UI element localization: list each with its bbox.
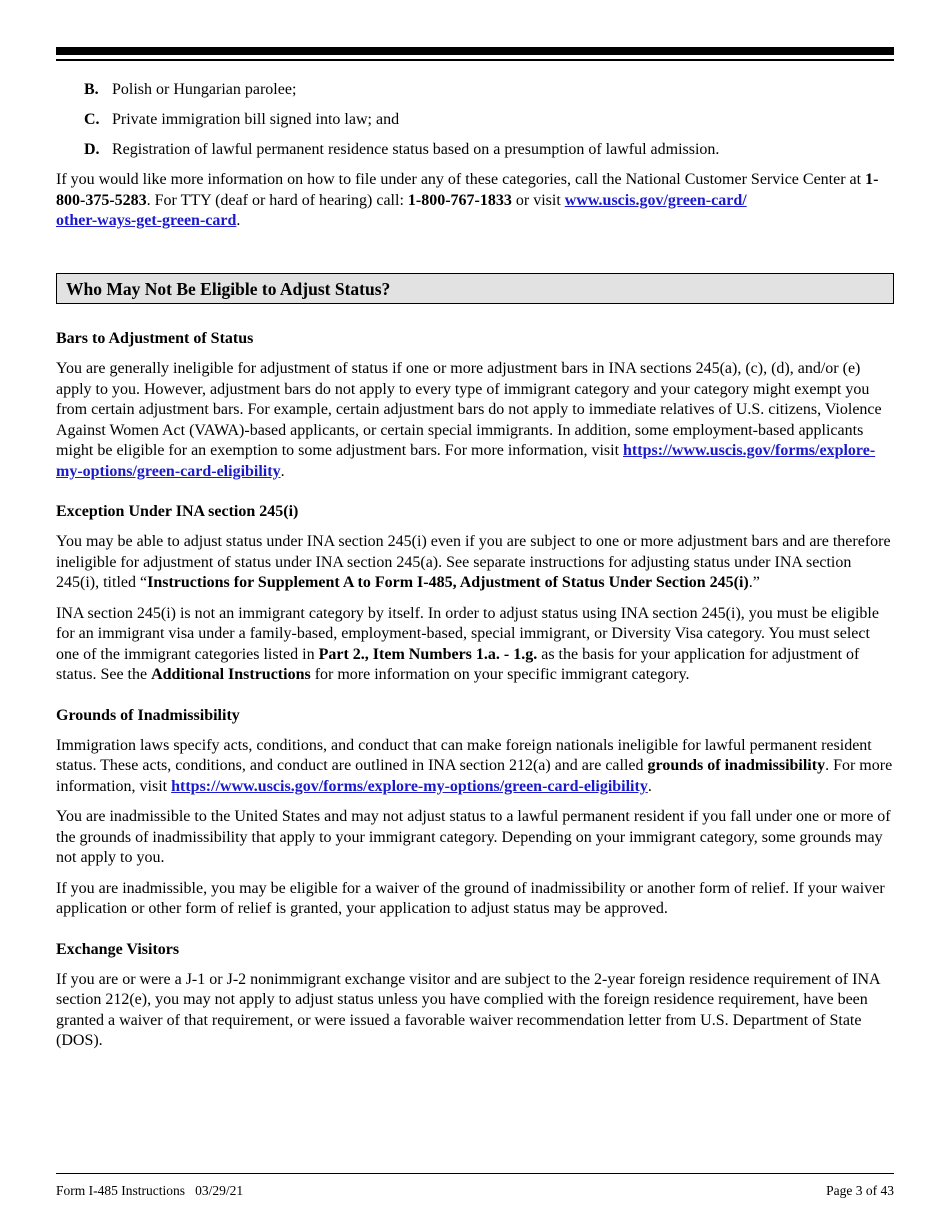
grounds-paragraph-3: If you are inadmissible, you may be eligible for a waiver of the ground of inadmissibility or another form of relief. If your waiver application or other form of relief is granted, your application to adjust status may be approved. bbox=[56, 879, 885, 917]
list-item-letter: D. bbox=[84, 141, 100, 158]
grounds-paragraph-2: You are inadmissible to the United States and may not adjust status to a lawful permanent resident if you fall under one or more of the grounds of inadmissibility that apply to your immigrant category. Depending on your immigrant category, some grounds may not apply to you. bbox=[56, 808, 891, 866]
header-rule-thick bbox=[56, 47, 894, 55]
item-numbers-ref: Part 2., Item Numbers 1.a. - 1.g. bbox=[318, 645, 538, 663]
phone-number: 1-800-375-5283 bbox=[56, 171, 879, 209]
list-item bbox=[56, 110, 894, 130]
list-item-letter: C. bbox=[84, 111, 100, 128]
paragraph-text: You are generally ineligible for adjustment of status if one or more adjustment bars in INA sections 245(a), (c), (d), and/or (e) apply to you. However, adjustment bars do not apply to every type of immigrant category and your category might exempt you from certain adjustment bars. For example, certain adjustment bars do not apply to immediate relatives of U.S. citizens, Violence Against Women Act (VAWA)-based applicants, or certain special immigrants. In addition, some employment-based applicants might be eligible for an exemption to some adjustment bars. For more information, visit bbox=[56, 360, 882, 459]
main-content bbox=[56, 329, 894, 1062]
footer-page-number: Page 3 of 43 bbox=[826, 1183, 894, 1198]
section-title: Who May Not Be Eligible to Adjust Status? bbox=[66, 279, 391, 299]
bars-paragraph bbox=[56, 359, 894, 482]
exception-paragraph-2 bbox=[56, 604, 894, 686]
info-block bbox=[56, 170, 894, 232]
tty-phone-number: 1-800-767-1833 bbox=[407, 191, 512, 209]
list-item bbox=[56, 80, 894, 100]
info-text: . bbox=[236, 212, 241, 229]
category-list bbox=[56, 80, 894, 170]
paragraph-text: . bbox=[647, 777, 652, 795]
list-item-text: Private immigration bill signed into law; and bbox=[112, 111, 400, 128]
paragraph-text: INA section 245(i) is not an immigrant category by itself. In order to adjust status using INA section 245(i), you must be eligible for an immigrant visa under a family-based, employment-based, special immigrant, or Diversity Visa category. You must select one of the immigrant categories listed in bbox=[56, 604, 879, 663]
paragraph-text: as the basis for your application for adjustment of status. See the bbox=[56, 645, 860, 683]
eligibility-link[interactable]: https://www.uscis.gov/forms/explore-my-options/green-card-eligibility bbox=[56, 442, 876, 480]
grounds-term: grounds of inadmissibility bbox=[647, 757, 826, 774]
paragraph-text: .” bbox=[748, 574, 760, 591]
supplement-title: Instructions for Supplement A to Form I-485, Adjustment of Status Under Section 245(i) bbox=[147, 574, 749, 591]
section-header bbox=[56, 273, 894, 304]
exception-paragraph-1 bbox=[56, 532, 894, 594]
info-paragraph bbox=[56, 170, 894, 232]
eligibility-link[interactable]: https://www.uscis.gov/forms/explore-my-options/green-card-eligibility bbox=[171, 777, 648, 795]
paragraph-text: Immigration laws specify acts, conditions, and conduct that can make foreign nationals ineligible for lawful permanent resident status. These acts, conditions, and conduct are outlined in INA section 212(a) and are called bbox=[56, 736, 872, 774]
paragraph-text: You may be able to adjust status under INA section 245(i) even if you are subject to one or more adjustment bars and are therefore ineligible for adjustment of status under INA section 245(a). See separate instructions for adjusting status under INA section 245(i), titled “ bbox=[56, 533, 891, 591]
heading-bars: Bars to Adjustment of Status bbox=[56, 330, 254, 347]
grounds-paragraph-1 bbox=[56, 736, 894, 798]
paragraph-text: . For more information, visit bbox=[56, 757, 893, 795]
heading-exception: Exception Under INA section 245(i) bbox=[56, 503, 299, 520]
list-item bbox=[56, 140, 894, 160]
header-rule-thin bbox=[56, 59, 894, 61]
paragraph-text: . bbox=[280, 462, 285, 480]
footer-rule bbox=[56, 1173, 894, 1174]
paragraph-text: for more information on your specific immigrant category. bbox=[310, 666, 690, 683]
list-item-letter: B. bbox=[84, 81, 99, 98]
exchange-paragraph: If you are or were a J-1 or J-2 nonimmigrant exchange visitor and are subject to the 2-year foreign residence requirement of INA section 212(e), you may not apply to adjust status unless you have complied with the foreign residence requirement, have been granted a waiver of that requirement, or were issued a favorable waiver recommendation letter from U.S. Department of State (DOS). bbox=[56, 970, 880, 1049]
heading-grounds: Grounds of Inadmissibility bbox=[56, 706, 240, 724]
list-item-text: Polish or Hungarian parolee; bbox=[112, 81, 297, 98]
info-text: . For TTY (deaf or hard of hearing) call: bbox=[146, 191, 408, 209]
additional-instructions-ref: Additional Instructions bbox=[151, 666, 311, 683]
info-text: If you would like more information on how to file under any of these categories, call the National Customer Service Center at bbox=[56, 171, 866, 188]
footer-form-id: Form I-485 Instructions 03/29/21 bbox=[56, 1183, 244, 1198]
heading-exchange: Exchange Visitors bbox=[56, 940, 180, 958]
info-text: or visit bbox=[511, 191, 565, 209]
green-card-link[interactable]: www.uscis.gov/green-card/ other-ways-get-green-card bbox=[56, 191, 747, 229]
list-item-text: Registration of lawful permanent residence status based on a presumption of lawful admission. bbox=[112, 141, 720, 158]
